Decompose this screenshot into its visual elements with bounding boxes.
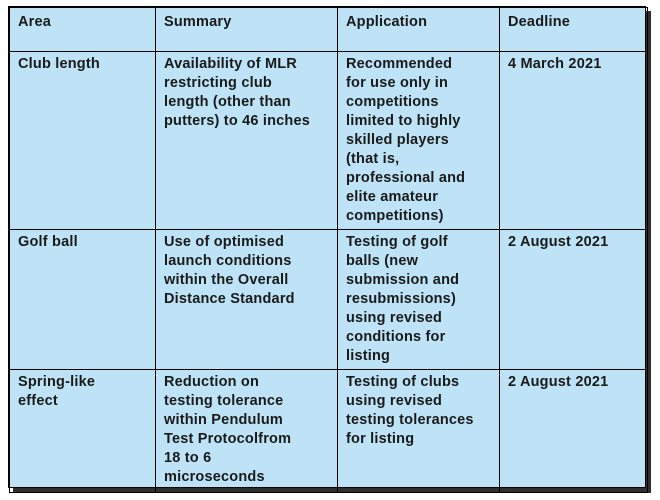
cell-summary: Reduction on testing tolerance within Pendulum Test Protocolfrom 18 to 6 microseconds [156,370,338,493]
table-frame [8,6,646,488]
cell-deadline: 2 August 2021 [500,230,648,370]
cell-area: Spring-like effect [10,370,156,493]
table-row [10,230,648,370]
equipment-rules-table [9,7,648,493]
cell-summary: Availability of MLR restricting club length (other than putters) to 46 inches [156,52,338,230]
cell-area: Club length [10,52,156,230]
header-application: Application [338,8,500,52]
table-row [10,52,648,230]
cell-application: Testing of golf balls (new submission and resubmissions) using revised conditions for listing [338,230,500,370]
cell-summary: Use of optimised launch conditions within the Overall Distance Standard [156,230,338,370]
header-summary: Summary [156,8,338,52]
table-body [10,52,648,493]
cell-application: Testing of clubs using revised testing tolerances for listing [338,370,500,493]
cell-application: Recommended for use only in competitions limited to highly skilled players (that is, professional and elite amateur competitions) [338,52,500,230]
cell-deadline: 4 March 2021 [500,52,648,230]
header-row [10,8,648,52]
cell-area: Golf ball [10,230,156,370]
cell-deadline: 2 August 2021 [500,370,648,493]
table-header [10,8,648,52]
table-row [10,370,648,493]
header-area: Area [10,8,156,52]
header-deadline: Deadline [500,8,648,52]
